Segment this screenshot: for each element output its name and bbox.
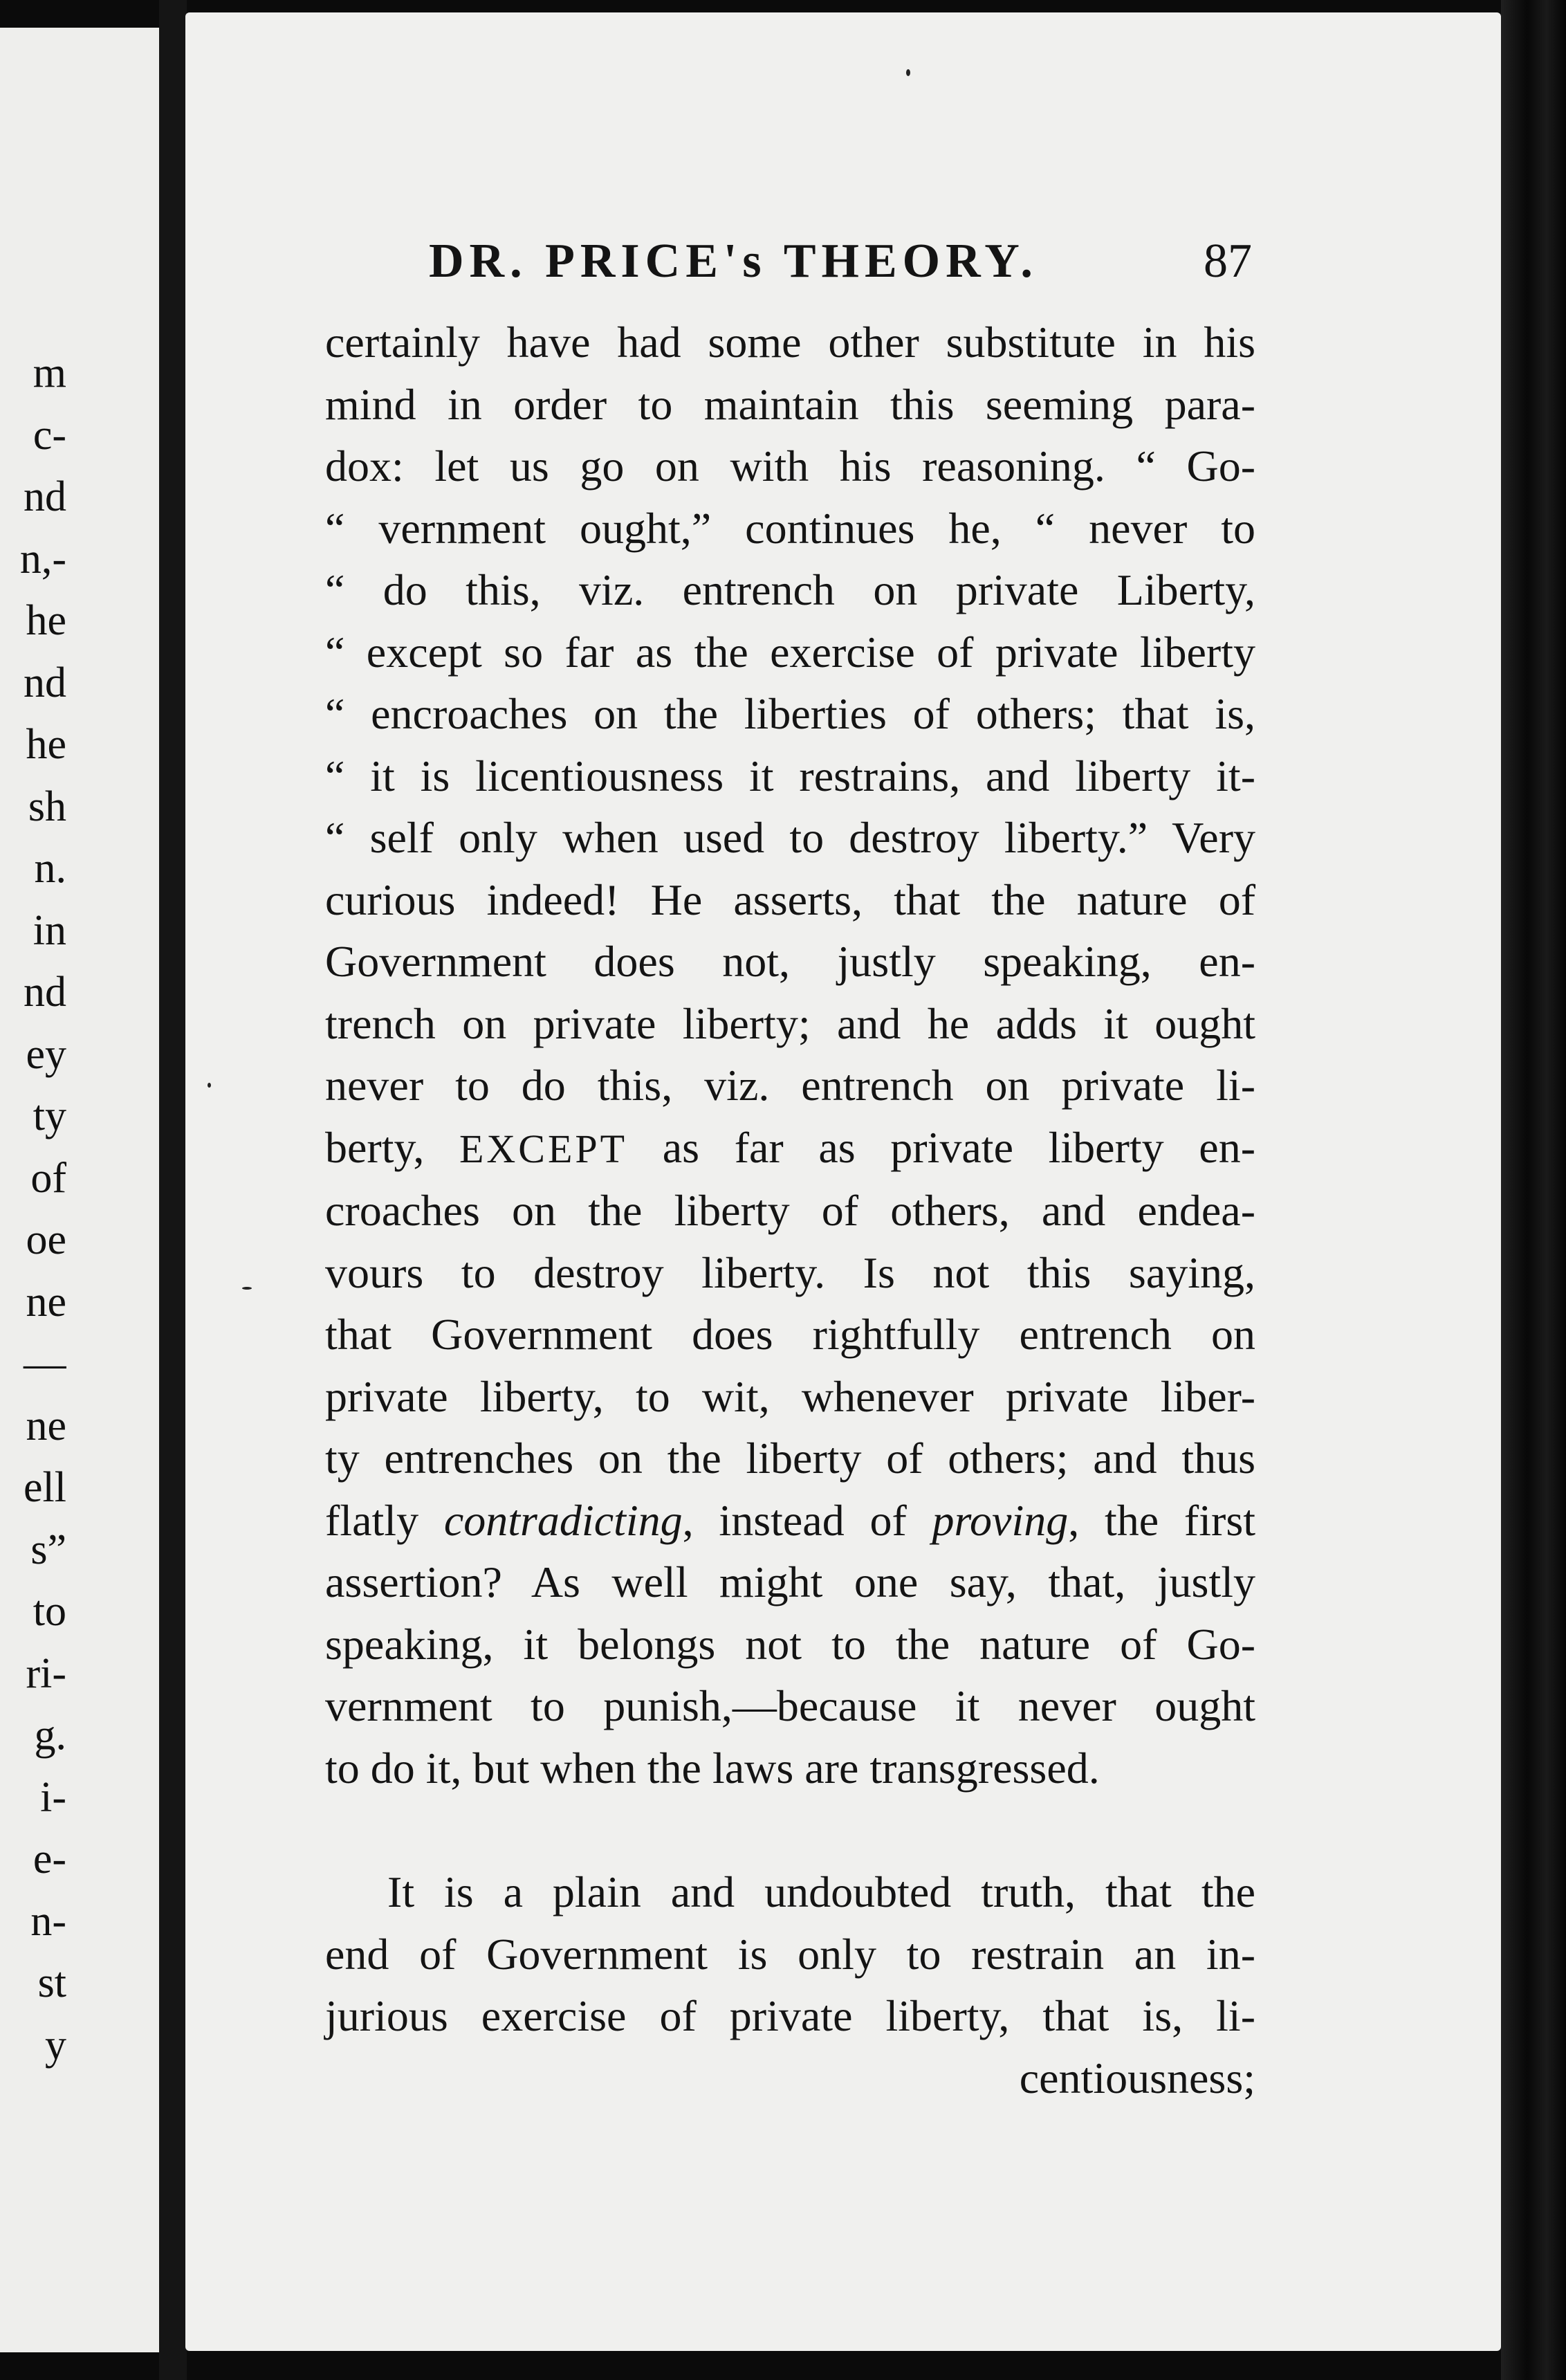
facing-page-fragment: ty (33, 1092, 66, 1139)
running-head: DR. PRICE's THEORY. (429, 235, 1038, 288)
facing-page-fragment: i- (40, 1773, 66, 1821)
facing-page-fragment: c- (33, 411, 66, 459)
text-line: trench on private liberty; and he adds it ought (325, 998, 1255, 1048)
text-line: jurious exercise of private liberty, that is, li- (325, 1991, 1255, 2040)
text-line: “ do this, viz. entrench on private Liberty, (325, 565, 1255, 614)
facing-page-fragment: ne (26, 1278, 66, 1326)
facing-page-fragment: n- (30, 1897, 66, 1945)
text-line: never to do this, viz. entrench on private li- (325, 1061, 1255, 1110)
facing-page-fragment: nd (24, 659, 66, 706)
facing-page-fragment: st (37, 1959, 66, 2006)
text-line: “ vernment ought,” continues he, “ never to (325, 503, 1255, 553)
facing-page-fragment: nd (24, 473, 66, 520)
text-line: to do it, but when the laws are transgressed. (325, 1743, 1100, 1793)
text-line: It is a plain and undoubted truth, that the (387, 1867, 1255, 1916)
facing-page-fragment: he (26, 597, 66, 644)
text-line: Government does not, justly speaking, en- (325, 937, 1255, 986)
page-number: 87 (1204, 235, 1252, 288)
text-line: certainly have had some other substitute in his (325, 318, 1255, 367)
text-line: mind in order to maintain this seeming para- (325, 379, 1255, 429)
page-edge (1501, 0, 1566, 2380)
emphasis-except: EXCEPT (459, 1126, 628, 1171)
text-line: dox: let us go on with his reasoning. “ Go- (325, 441, 1255, 491)
text-line: that Government does rightfully entrench on (325, 1310, 1255, 1359)
text-line: “ encroaches on the liberties of others; that is, (325, 689, 1255, 738)
facing-page-fragment: sh (28, 782, 66, 830)
facing-page-fragment: m (33, 349, 66, 396)
text-line-italic (325, 1490, 1255, 1552)
paragraph-gap (325, 1799, 1255, 1861)
facing-page-fragment: e- (33, 1836, 66, 1883)
text-fragment: , the first (1068, 1495, 1255, 1545)
ink-speck (906, 69, 910, 76)
facing-page-fragment: n,- (19, 535, 66, 583)
facing-page-fragment: to (33, 1588, 66, 1635)
text-line: centiousness; (1019, 2053, 1255, 2103)
facing-page (0, 28, 159, 2352)
italic-proving: proving (932, 1495, 1069, 1545)
facing-page-fragment: y (45, 2021, 66, 2069)
facing-page-fragment: — (24, 1340, 66, 1387)
italic-contradicting: contradicting (443, 1495, 683, 1545)
text-line: vernment to punish,—because it never ought (325, 1681, 1255, 1730)
facing-page-fragment: ey (26, 1030, 66, 1078)
facing-page-fragment: g. (34, 1712, 66, 1759)
text-line: “ except so far as the exercise of private liberty (325, 627, 1255, 677)
page-header (429, 234, 1252, 303)
facing-page-fragment: ri- (26, 1649, 66, 1697)
text-line: curious indeed! He asserts, that the nature of (325, 875, 1255, 924)
facing-page-fragment: n. (34, 845, 66, 892)
text-line-except (325, 1117, 1255, 1180)
facing-page-fragments (0, 342, 66, 2076)
text-fragment: , instead of (682, 1495, 907, 1545)
facing-page-fragment: ne (26, 1402, 66, 1449)
text-line: vours to destroy liberty. Is not this saying, (325, 1247, 1255, 1297)
facing-page-fragment: oe (26, 1216, 66, 1263)
text-fragment: flatly (325, 1495, 419, 1545)
facing-page-fragment: in (33, 906, 66, 954)
facing-page-fragment: nd (24, 969, 66, 1016)
text-line: speaking, it belongs not to the nature of Go- (325, 1619, 1255, 1669)
text-line: end of Government is only to restrain an in- (325, 1929, 1255, 1979)
book-gutter (159, 0, 187, 2380)
text-line: “ self only when used to destroy liberty.” Very (325, 813, 1255, 862)
facing-page-fragment: of (30, 1154, 66, 1202)
text-fragment: berty, (325, 1122, 425, 1172)
facing-page-fragment: ell (24, 1464, 66, 1511)
facing-page-fragment: he (26, 721, 66, 768)
ink-speck (242, 1287, 252, 1290)
text-line: ty entrenches on the liberty of others; and thus (325, 1434, 1255, 1483)
page-body (325, 311, 1255, 2109)
facing-page-fragment: s” (30, 1526, 66, 1573)
text-line: croaches on the liberty of others, and endea- (325, 1186, 1255, 1235)
text-line: assertion? As well might one say, that, justly (325, 1557, 1255, 1606)
text-line: private liberty, to wit, whenever private liber- (325, 1371, 1255, 1421)
ink-speck (208, 1083, 211, 1088)
text-fragment: as far as private liberty en- (662, 1122, 1256, 1172)
text-line: “ it is licentiousness it restrains, and liberty it- (325, 751, 1255, 800)
